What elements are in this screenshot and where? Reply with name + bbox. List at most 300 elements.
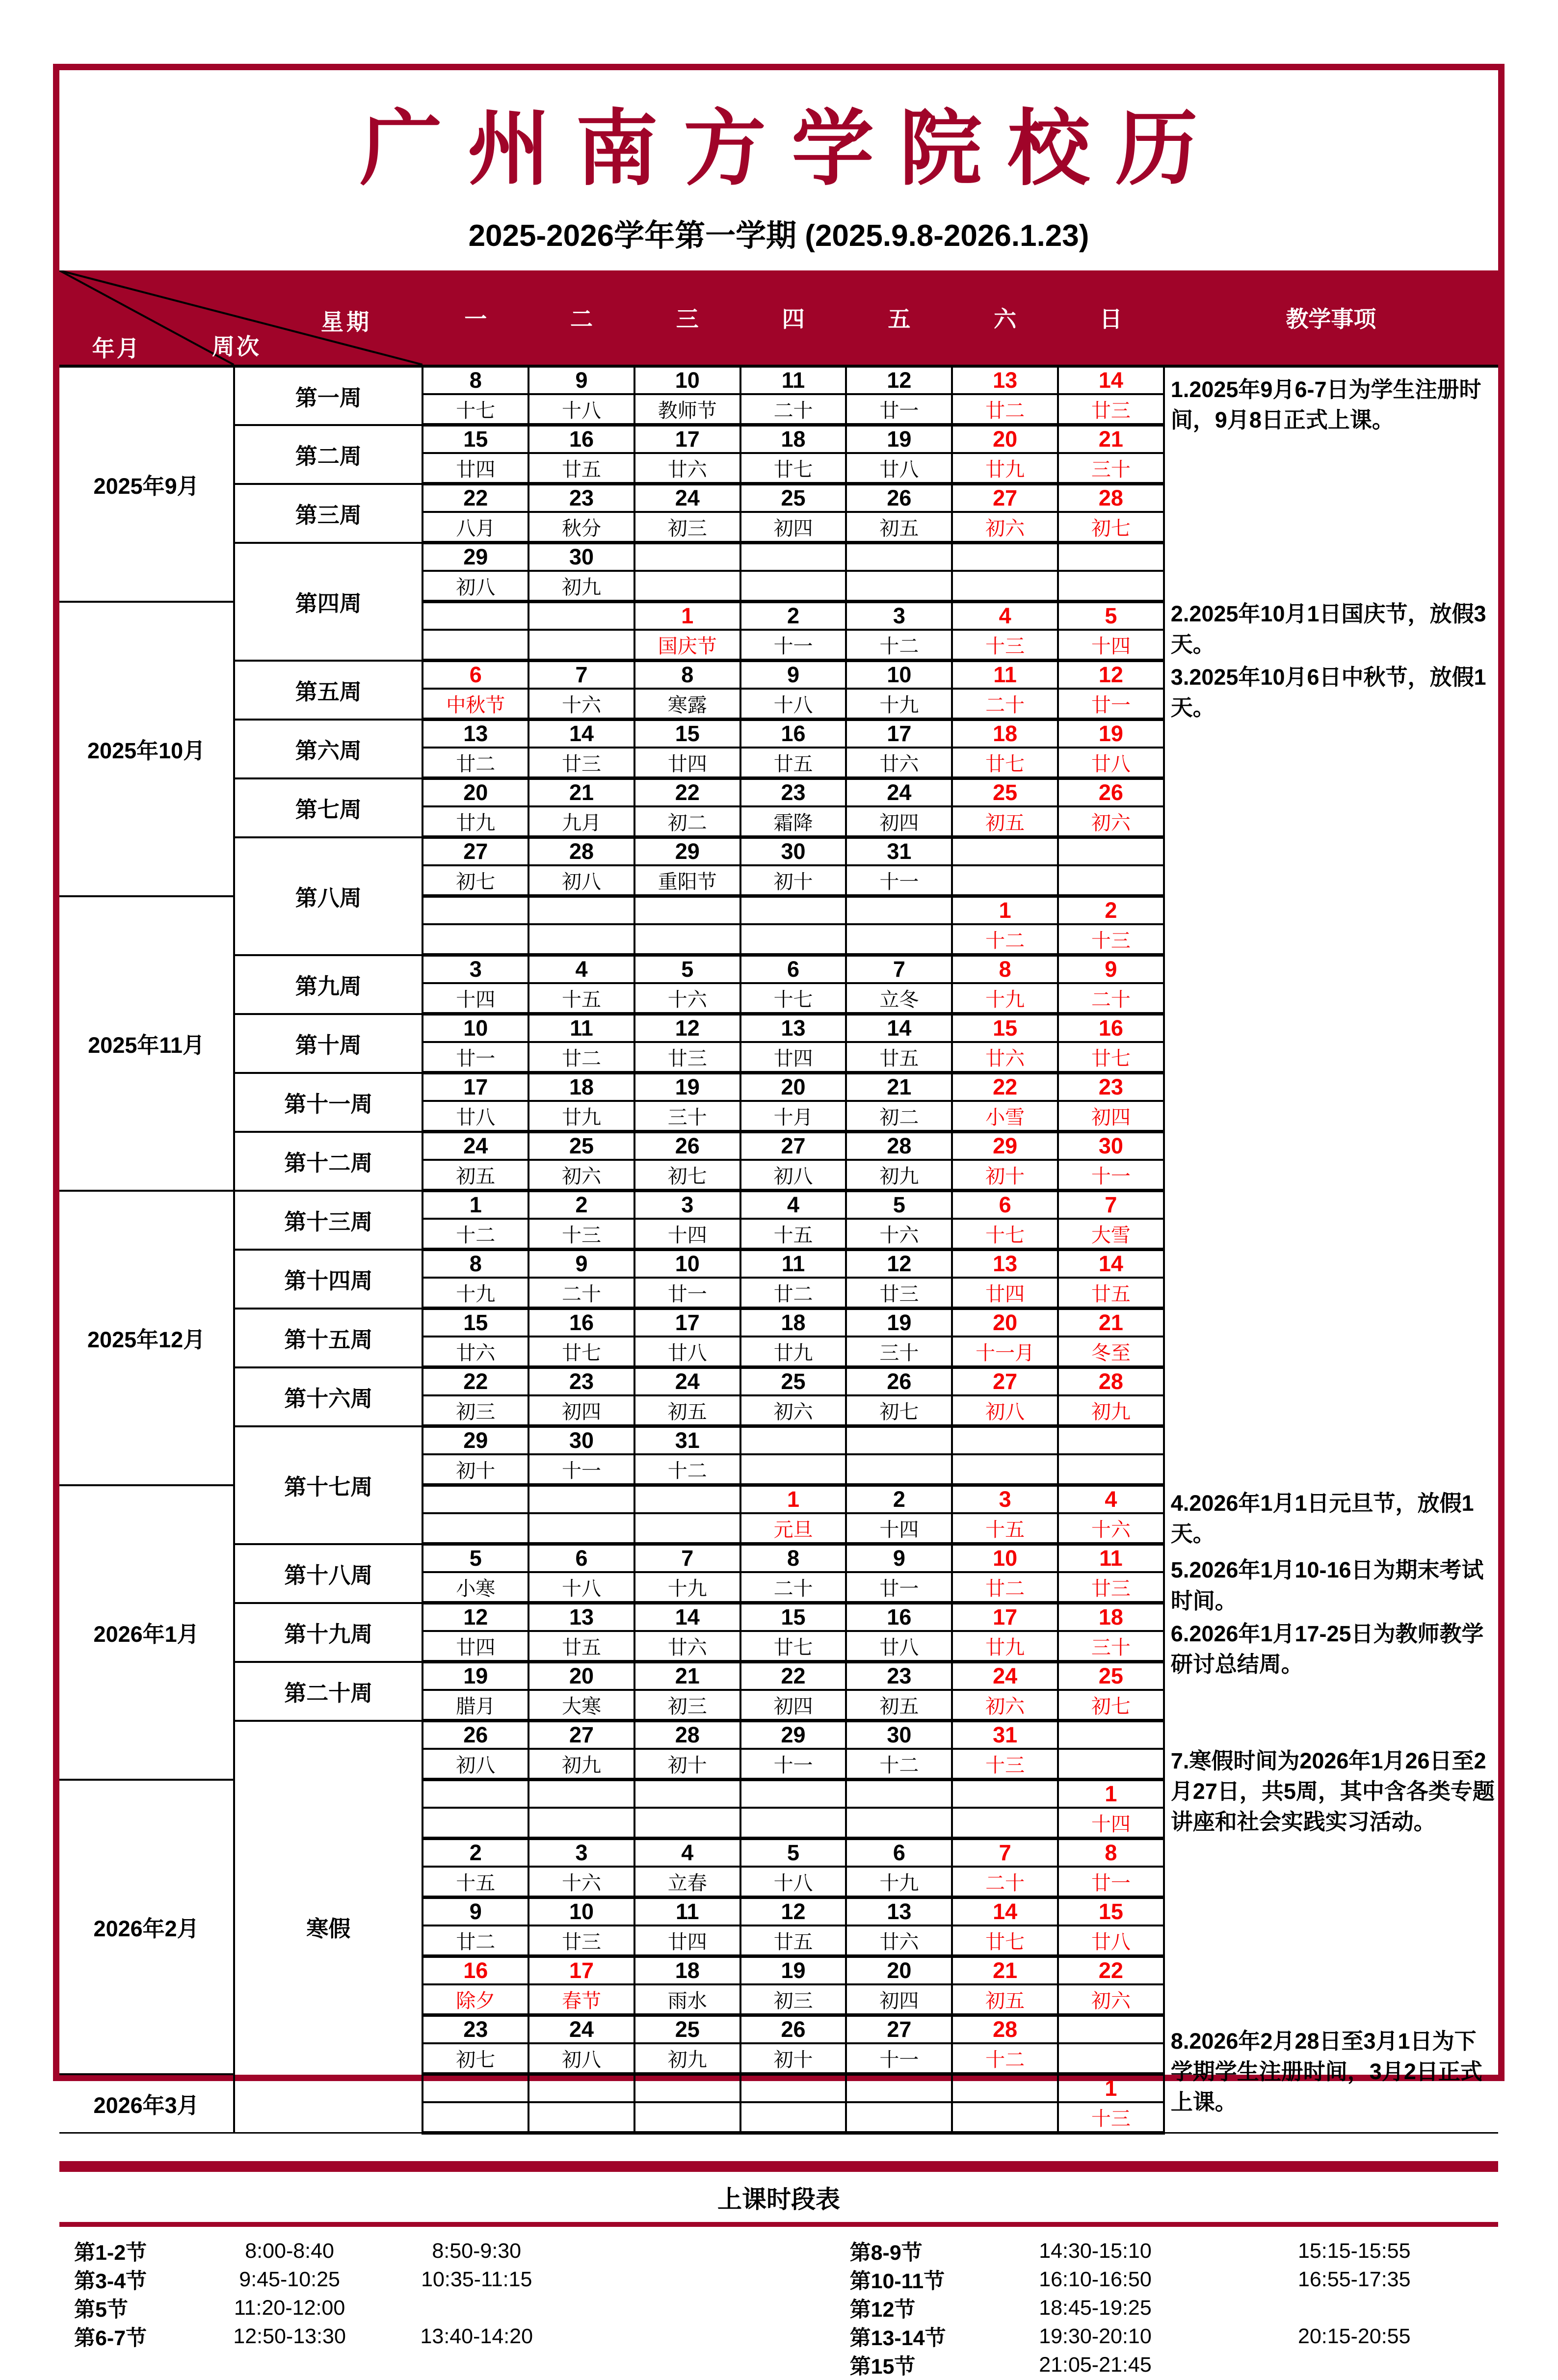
period-time	[376, 2351, 577, 2379]
date-cell: 9	[423, 1898, 528, 1926]
date-cell: 1	[423, 1191, 528, 1219]
date-cell: 27	[528, 1721, 634, 1749]
lunar-cell	[952, 1808, 1058, 1839]
date-cell: 25	[634, 2015, 740, 2044]
lunar-cell: 十二	[423, 1219, 528, 1250]
date-cell: 29	[740, 1721, 846, 1749]
date-cell	[528, 1780, 634, 1808]
lunar-cell: 初八	[740, 1160, 846, 1191]
lunar-cell: 十三	[528, 1219, 634, 1250]
title-block	[59, 83, 1498, 255]
date-cell	[740, 2074, 846, 2103]
spacer	[577, 2265, 807, 2294]
lunar-cell: 廿五	[528, 453, 634, 484]
lunar-cell: 廿八	[423, 1101, 528, 1132]
lunar-cell: 十四	[1058, 1808, 1164, 1839]
day-header-sat: 六	[952, 270, 1058, 366]
date-cell: 31	[846, 837, 952, 866]
date-cell: 25	[1058, 1662, 1164, 1690]
period-time: 8:50-9:30	[432, 2239, 522, 2263]
lunar-cell: 十二	[846, 630, 952, 661]
lunar-cell: 十三	[952, 1749, 1058, 1780]
lunar-cell: 廿四	[634, 748, 740, 778]
lunar-cell	[528, 630, 634, 661]
date-cell: 19	[423, 1662, 528, 1690]
date-cell	[634, 1780, 740, 1808]
lunar-cell: 十五	[423, 1867, 528, 1898]
date-cell	[1058, 1426, 1164, 1455]
lunar-cell: 二十	[1058, 983, 1164, 1014]
date-cell	[528, 2074, 634, 2103]
lunar-cell: 廿四	[634, 1925, 740, 1956]
lunar-cell: 三十	[634, 1101, 740, 1132]
date-cell: 28	[952, 2015, 1058, 2044]
date-cell: 20	[952, 1309, 1058, 1337]
date-cell: 1	[1058, 1780, 1164, 1808]
date-cell: 20	[740, 1073, 846, 1101]
date-cell: 23	[846, 1662, 952, 1690]
date-row	[59, 366, 1498, 394]
lunar-cell: 廿二	[423, 1925, 528, 1956]
period-label: 第10-11节	[849, 2269, 945, 2293]
date-cell	[740, 896, 846, 925]
date-cell: 5	[846, 1191, 952, 1219]
date-cell: 2	[528, 1191, 634, 1219]
lunar-cell	[634, 1808, 740, 1839]
date-cell	[740, 1780, 846, 1808]
week-cell: 第三周	[234, 484, 423, 543]
lunar-cell: 初五	[952, 806, 1058, 837]
date-cell: 18	[528, 1073, 634, 1101]
period-time: 12:50-13:30	[233, 2324, 346, 2348]
date-cell	[528, 1485, 634, 1514]
period-time: 19:30-20:10	[1039, 2324, 1152, 2348]
week-cell: 第十三周	[234, 1191, 423, 1250]
period-time: 21:05-21:45	[1039, 2353, 1152, 2377]
lunar-cell: 十月	[740, 1101, 846, 1132]
date-cell: 26	[634, 1132, 740, 1160]
date-cell: 11	[740, 1250, 846, 1278]
lunar-cell: 初七	[846, 1395, 952, 1426]
date-cell: 4	[1058, 1485, 1164, 1514]
lunar-cell: 初十	[740, 865, 846, 896]
lunar-cell: 十八	[528, 394, 634, 425]
lunar-cell	[528, 924, 634, 955]
lunar-cell: 元旦	[740, 1513, 846, 1544]
date-cell: 12	[1058, 661, 1164, 689]
lunar-cell	[1058, 2043, 1164, 2074]
corner-header-cell	[59, 270, 423, 366]
lunar-cell: 十三	[1058, 924, 1164, 955]
lunar-cell: 廿六	[952, 1042, 1058, 1073]
date-cell: 20	[528, 1662, 634, 1690]
date-cell: 29	[423, 1426, 528, 1455]
lunar-cell	[740, 2102, 846, 2133]
date-cell: 18	[952, 720, 1058, 748]
date-cell: 29	[634, 837, 740, 866]
lunar-cell: 教师节	[634, 394, 740, 425]
spacer	[577, 2237, 807, 2265]
date-cell: 16	[528, 1309, 634, 1337]
date-cell: 13	[528, 1603, 634, 1631]
week-cell: 第五周	[234, 661, 423, 720]
note-item: 3.2025年10月6日中秋节，放假1天。	[1170, 665, 1486, 721]
lunar-cell: 大寒	[528, 1690, 634, 1721]
lunar-cell: 三十	[846, 1337, 952, 1367]
schedule-grid	[59, 2227, 1498, 2379]
lunar-cell: 十八	[740, 1867, 846, 1898]
lunar-cell: 廿九	[740, 1337, 846, 1367]
lunar-cell: 初十	[740, 2043, 846, 2074]
date-cell: 24	[528, 2015, 634, 2044]
date-cell: 24	[423, 1132, 528, 1160]
lunar-cell: 十八	[740, 689, 846, 720]
lunar-cell: 二十	[952, 1867, 1058, 1898]
lunar-cell	[528, 2102, 634, 2133]
lunar-cell	[952, 2102, 1058, 2133]
date-cell	[846, 896, 952, 925]
date-cell: 25	[528, 1132, 634, 1160]
lunar-cell: 十四	[634, 1219, 740, 1250]
date-cell: 26	[423, 1721, 528, 1749]
date-cell: 27	[423, 837, 528, 866]
lunar-cell	[423, 1513, 528, 1544]
lunar-cell: 初八	[423, 1749, 528, 1780]
date-cell	[423, 2074, 528, 2103]
date-cell: 12	[423, 1603, 528, 1631]
page-title: 广州南方学院校历	[360, 100, 1223, 197]
lunar-cell: 廿三	[528, 1925, 634, 1956]
note-item: 1.2025年9月6-7日为学生注册时间，9月8日正式上课。	[1170, 377, 1481, 433]
lunar-cell	[846, 924, 952, 955]
date-cell: 26	[1058, 778, 1164, 807]
week-cell: 第八周	[234, 837, 423, 955]
lunar-cell: 廿七	[952, 748, 1058, 778]
date-cell: 21	[1058, 1309, 1164, 1337]
lunar-cell: 初四	[528, 1395, 634, 1426]
date-cell: 7	[846, 955, 952, 984]
date-cell: 26	[740, 2015, 846, 2044]
date-cell: 1	[634, 602, 740, 630]
lunar-cell: 廿三	[846, 1278, 952, 1309]
lunar-cell: 廿一	[1058, 1867, 1164, 1898]
date-cell	[423, 1485, 528, 1514]
period-time: 8:00-8:40	[245, 2239, 334, 2263]
lunar-cell: 雨水	[634, 1984, 740, 2015]
date-cell: 19	[740, 1956, 846, 1985]
lunar-cell: 初四	[846, 806, 952, 837]
date-cell	[846, 1426, 952, 1455]
date-cell: 1	[740, 1485, 846, 1514]
period-label: 第3-4节	[74, 2269, 147, 2293]
lunar-cell: 廿五	[740, 1925, 846, 1956]
date-cell: 2	[423, 1839, 528, 1867]
date-cell: 16	[423, 1956, 528, 1985]
lunar-cell: 初七	[423, 865, 528, 896]
date-cell: 21	[528, 778, 634, 807]
lunar-cell: 十六	[846, 1219, 952, 1250]
date-cell: 24	[952, 1662, 1058, 1690]
date-cell: 4	[740, 1191, 846, 1219]
lunar-cell: 中秋节	[423, 689, 528, 720]
date-cell: 10	[423, 1014, 528, 1043]
lunar-cell: 大雪	[1058, 1219, 1164, 1250]
date-cell: 8	[1058, 1839, 1164, 1867]
lunar-cell: 初五	[846, 512, 952, 543]
lunar-cell: 腊月	[423, 1690, 528, 1721]
date-cell: 11	[634, 1898, 740, 1926]
date-cell: 14	[1058, 366, 1164, 394]
day-header-sun: 日	[1058, 270, 1164, 366]
page-subtitle: 2025-2026学年第一学期 (2025.9.8-2026.1.23)	[468, 219, 1089, 253]
month-cell: 2025年11月	[59, 896, 234, 1191]
lunar-cell: 廿七	[528, 1337, 634, 1367]
date-cell: 2	[740, 602, 846, 630]
lunar-cell: 廿八	[846, 1631, 952, 1662]
lunar-cell: 初七	[634, 1160, 740, 1191]
date-cell: 4	[952, 602, 1058, 630]
lunar-cell: 廿八	[846, 453, 952, 484]
lunar-cell: 廿一	[1058, 689, 1164, 720]
lunar-cell	[423, 630, 528, 661]
date-cell	[952, 1426, 1058, 1455]
date-cell: 22	[423, 1367, 528, 1396]
lunar-cell	[423, 1808, 528, 1839]
date-cell: 8	[423, 1250, 528, 1278]
date-cell: 3	[528, 1839, 634, 1867]
lunar-cell: 廿三	[1058, 394, 1164, 425]
date-cell: 17	[952, 1603, 1058, 1631]
date-cell: 17	[423, 1073, 528, 1101]
note-item: 7.寒假时间为2026年1月26日至2月27日，共5周，其中含各类专题讲座和社会实践实习活动。	[1170, 1748, 1495, 1834]
lunar-cell: 初四	[740, 1690, 846, 1721]
date-cell: 21	[846, 1073, 952, 1101]
lunar-cell: 十三	[952, 630, 1058, 661]
lunar-cell: 初五	[952, 1984, 1058, 2015]
date-cell: 10	[634, 366, 740, 394]
lunar-cell: 十六	[634, 983, 740, 1014]
date-cell	[423, 1780, 528, 1808]
lunar-cell: 小雪	[952, 1101, 1058, 1132]
period-time: 20:15-20:55	[1297, 2324, 1411, 2348]
lunar-cell: 初五	[846, 1690, 952, 1721]
date-cell: 21	[952, 1956, 1058, 1985]
date-cell: 18	[634, 1956, 740, 1985]
month-cell: 2026年3月	[59, 2074, 234, 2133]
lunar-cell: 二十	[952, 689, 1058, 720]
day-header-mon: 一	[423, 270, 528, 366]
lunar-cell: 初六	[952, 512, 1058, 543]
note-item: 2.2025年10月1日国庆节，放假3天。	[1170, 601, 1486, 657]
month-cell: 2025年10月	[59, 602, 234, 896]
lunar-cell: 十五	[528, 983, 634, 1014]
page-frame	[53, 64, 1505, 2379]
week-cell: 第十一周	[234, 1073, 423, 1132]
date-cell: 16	[528, 425, 634, 454]
lunar-cell	[952, 571, 1058, 602]
lunar-cell: 十一	[846, 2043, 952, 2074]
date-cell: 26	[846, 1367, 952, 1396]
lunar-cell: 廿五	[1058, 1278, 1164, 1309]
lunar-cell	[740, 571, 846, 602]
date-cell: 28	[634, 1721, 740, 1749]
date-cell: 10	[634, 1250, 740, 1278]
date-cell: 13	[952, 1250, 1058, 1278]
lunar-cell: 三十	[1058, 1631, 1164, 1662]
lunar-cell: 十四	[1058, 630, 1164, 661]
date-cell	[846, 2074, 952, 2103]
date-cell	[1058, 1721, 1164, 1749]
date-cell: 18	[740, 1309, 846, 1337]
date-cell: 4	[634, 1839, 740, 1867]
period-time: 10:35-11:15	[421, 2267, 532, 2291]
date-cell	[528, 602, 634, 630]
lunar-cell: 十一	[528, 1454, 634, 1485]
lunar-cell: 初三	[740, 1984, 846, 2015]
note-item: 6.2026年1月17-25日为教师教学研讨总结周。	[1170, 1621, 1484, 1677]
lunar-cell: 十五	[952, 1513, 1058, 1544]
period-time: 9:45-10:25	[239, 2267, 340, 2291]
date-cell	[846, 543, 952, 571]
lunar-cell: 廿六	[634, 1631, 740, 1662]
lunar-cell	[740, 1454, 846, 1485]
date-cell: 3	[952, 1485, 1058, 1514]
week-cell: 第二周	[234, 425, 423, 484]
date-cell: 17	[528, 1956, 634, 1985]
date-cell: 30	[528, 1426, 634, 1455]
date-cell: 10	[528, 1898, 634, 1926]
date-cell: 23	[528, 1367, 634, 1396]
date-cell: 24	[634, 1367, 740, 1396]
date-cell: 2	[1058, 896, 1164, 925]
week-cell: 第十八周	[234, 1544, 423, 1603]
date-cell: 7	[528, 661, 634, 689]
period-label: 第8-9节	[849, 2241, 923, 2265]
calendar-header-row	[59, 270, 1498, 366]
date-cell: 20	[952, 425, 1058, 454]
date-cell: 9	[528, 366, 634, 394]
lunar-cell: 廿二	[528, 1042, 634, 1073]
date-cell: 10	[846, 661, 952, 689]
lunar-cell: 重阳节	[634, 865, 740, 896]
lunar-cell: 初八	[528, 865, 634, 896]
date-cell	[740, 1426, 846, 1455]
date-cell: 19	[1058, 720, 1164, 748]
period-time	[1211, 2294, 1498, 2322]
date-cell: 14	[528, 720, 634, 748]
lunar-cell: 十一	[740, 1749, 846, 1780]
date-cell: 14	[952, 1898, 1058, 1926]
lunar-cell: 十四	[846, 1513, 952, 1544]
lunar-cell: 秋分	[528, 512, 634, 543]
date-cell: 9	[846, 1544, 952, 1573]
date-cell: 27	[846, 2015, 952, 2044]
date-cell	[1058, 543, 1164, 571]
lunar-cell: 春节	[528, 1984, 634, 2015]
period-time: 14:30-15:10	[1039, 2239, 1152, 2263]
date-cell: 28	[846, 1132, 952, 1160]
lunar-cell: 十一	[846, 865, 952, 896]
lunar-cell: 廿二	[740, 1278, 846, 1309]
lunar-cell: 十二	[952, 924, 1058, 955]
period-label: 第13-14节	[849, 2326, 946, 2350]
spacer	[577, 2322, 807, 2351]
date-cell: 21	[634, 1662, 740, 1690]
lunar-cell: 十一月	[952, 1337, 1058, 1367]
spacer	[577, 2294, 807, 2322]
date-cell: 29	[423, 543, 528, 571]
date-cell: 8	[423, 366, 528, 394]
lunar-cell: 廿七	[952, 1925, 1058, 1956]
lunar-cell	[634, 2102, 740, 2133]
lunar-cell	[1058, 865, 1164, 896]
date-cell: 13	[423, 720, 528, 748]
lunar-cell: 廿九	[528, 1101, 634, 1132]
date-cell: 13	[846, 1898, 952, 1926]
date-cell: 5	[740, 1839, 846, 1867]
date-cell: 19	[634, 1073, 740, 1101]
calendar-table	[59, 270, 1498, 2135]
lunar-cell: 十九	[846, 689, 952, 720]
lunar-cell: 廿八	[1058, 1925, 1164, 1956]
date-cell: 12	[740, 1898, 846, 1926]
lunar-cell: 初九	[1058, 1395, 1164, 1426]
lunar-cell	[634, 1513, 740, 1544]
date-cell: 7	[952, 1839, 1058, 1867]
lunar-cell: 初六	[1058, 806, 1164, 837]
period-label: 第15节	[849, 2354, 916, 2379]
date-cell: 22	[740, 1662, 846, 1690]
date-cell: 15	[1058, 1898, 1164, 1926]
period-label: 第12节	[849, 2298, 916, 2322]
date-cell: 23	[423, 2015, 528, 2044]
date-cell: 17	[634, 425, 740, 454]
day-header-tue: 二	[528, 270, 634, 366]
week-cell: 第一周	[234, 366, 423, 425]
spacer	[577, 2351, 807, 2379]
lunar-cell: 十七	[952, 1219, 1058, 1250]
lunar-cell: 十九	[423, 1278, 528, 1309]
lunar-cell: 廿二	[952, 394, 1058, 425]
lunar-cell: 初五	[423, 1160, 528, 1191]
period-label: 第5节	[74, 2298, 128, 2322]
lunar-cell: 国庆节	[634, 630, 740, 661]
lunar-cell: 初六	[1058, 1984, 1164, 2015]
date-cell: 28	[528, 837, 634, 866]
lunar-cell: 十九	[634, 1572, 740, 1603]
lunar-cell: 寒露	[634, 689, 740, 720]
lunar-cell: 小寒	[423, 1572, 528, 1603]
month-cell: 2025年12月	[59, 1191, 234, 1485]
date-cell: 22	[423, 484, 528, 512]
notes-header: 教学事项	[1164, 270, 1498, 366]
note-item: 4.2026年1月1日元旦节，放假1天。	[1170, 1490, 1474, 1546]
date-cell: 11	[1058, 1544, 1164, 1573]
week-cell: 第十二周	[234, 1132, 423, 1191]
lunar-cell	[952, 1454, 1058, 1485]
lunar-cell: 初八	[423, 571, 528, 602]
period-label	[59, 2351, 203, 2379]
lunar-cell: 十三	[1058, 2102, 1164, 2133]
date-cell: 4	[528, 955, 634, 984]
lunar-cell	[846, 2102, 952, 2133]
lunar-cell: 二十	[528, 1278, 634, 1309]
date-cell: 5	[423, 1544, 528, 1573]
date-cell: 5	[634, 955, 740, 984]
date-cell: 12	[846, 366, 952, 394]
date-cell	[1058, 837, 1164, 866]
lunar-cell: 初二	[634, 806, 740, 837]
